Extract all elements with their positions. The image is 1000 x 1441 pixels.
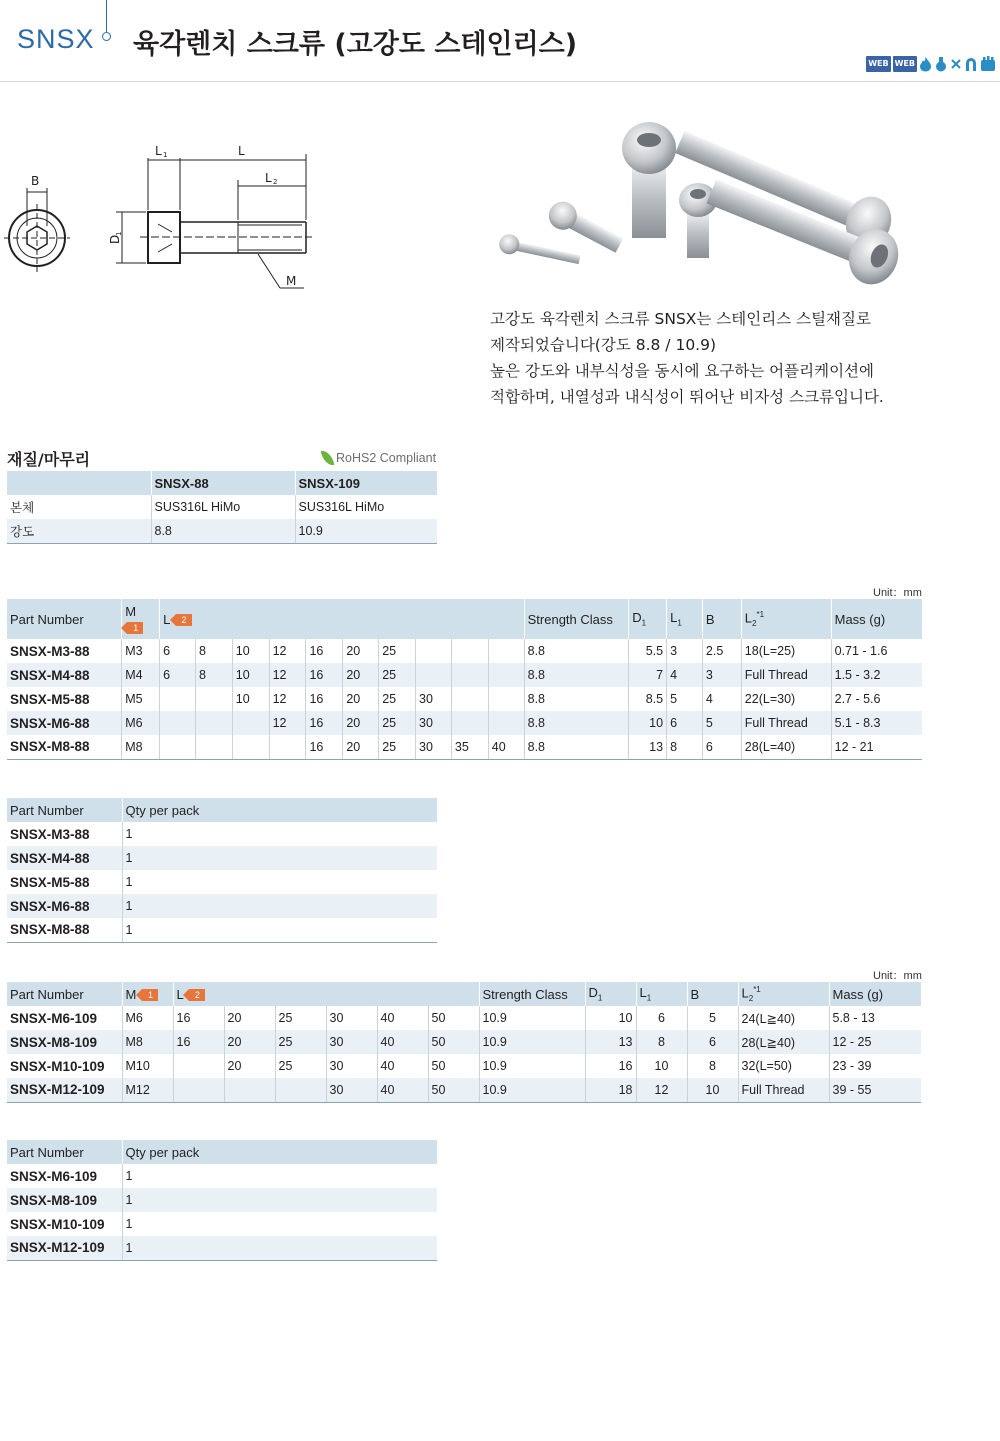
strength-cell: 10.9 [479,1054,585,1078]
cross-icon [950,58,962,70]
header-strength: Strength Class [479,982,585,1006]
length-cell [160,711,196,735]
length-cell [195,735,232,759]
mass-cell: 23 - 39 [829,1054,921,1078]
l1-cell: 3 [667,639,703,663]
length-cell [173,1078,224,1102]
length-cell: 40 [377,1030,428,1054]
length-cell [451,687,488,711]
length-cell: 25 [379,687,416,711]
part-number-cell: SNSX-M10-109 [10,1058,105,1074]
header-strength: Strength Class [524,599,629,639]
length-cell: 20 [343,663,379,687]
mass-cell: 5.8 - 13 [829,1006,921,1030]
label-d1: D [108,234,122,244]
length-cell: 20 [224,1006,275,1030]
label-d1-sub: 1 [115,231,123,236]
material-row-label: 본체 [10,501,35,515]
m-cell: M6 [122,711,160,735]
mass-cell: 39 - 55 [829,1078,921,1102]
length-cell: 20 [343,639,379,663]
header-qty: Qty per pack [122,798,437,822]
length-cell [173,1054,224,1078]
strength-cell: 10.9 [479,1006,585,1030]
l1-cell: 6 [667,711,703,735]
length-cell [488,687,524,711]
length-cell: 16 [306,687,343,711]
spec-table-88 [7,599,922,760]
header-part-number: Part Number [7,982,122,1006]
non-magnetic-icon [964,56,978,72]
l2-cell: 28(L≧40) [738,1030,829,1054]
length-cell: 12 [269,711,306,735]
qty-cell: 1 [122,870,437,894]
length-cell [269,735,306,759]
strength-cell: 8.8 [524,711,629,735]
header-l2: $L_2^{*1}$ [741,599,831,639]
d1-cell: 8.5 [629,687,667,711]
label-l1: L [155,144,162,158]
length-cell: 30 [326,1054,377,1078]
header-m [122,599,160,639]
strength-cell: 10.9 [479,1030,585,1054]
l2-cell: Full Thread [741,663,831,687]
d1-cell: 13 [585,1030,636,1054]
header-part-number: Part Number [7,798,122,822]
length-cell [451,639,488,663]
length-cell: 10 [232,663,269,687]
b-cell: 5 [687,1006,738,1030]
d1-cell: 18 [585,1078,636,1102]
length-cell [488,639,524,663]
length-cell: 20 [224,1030,275,1054]
table-row [7,1164,437,1188]
l2-cell: 18(L=25) [741,639,831,663]
tag-2: 2 [189,989,205,1001]
qty-cell: 1 [122,894,437,918]
feature-icons [866,56,996,72]
product-photo [490,110,930,300]
technical-drawing [0,140,320,300]
length-cell: 16 [306,735,343,759]
table-row [7,870,437,894]
length-cell: 12 [269,639,306,663]
m-cell: M8 [122,735,160,759]
description-line: 적합하며, 내열성과 내식성이 뛰어난 비자성 스크류입니다. [490,388,884,406]
length-cell [224,1078,275,1102]
table-row [7,687,922,711]
header-part-number: Part Number [7,1140,122,1164]
rohs-badge [322,450,436,466]
length-cell: 30 [416,735,452,759]
b-cell: 3 [702,663,741,687]
header-l1: $L_1$ [636,982,687,1006]
length-cell: 50 [428,1030,479,1054]
d1-cell: 10 [629,711,667,735]
l1-cell: 8 [636,1030,687,1054]
length-cell: 20 [343,711,379,735]
l1-cell: 10 [636,1054,687,1078]
length-cell: 20 [224,1054,275,1078]
m-cell: M6 [122,1006,173,1030]
web-badge-1: WEB [866,56,890,72]
table-row [7,735,922,759]
l2-cell: 24(L≧40) [738,1006,829,1030]
label-l1-sub: 1 [163,151,168,159]
part-number-cell: SNSX-M6-88 [7,894,122,918]
m-cell: M8 [122,1030,173,1054]
length-cell: 30 [326,1078,377,1102]
mass-cell: 2.7 - 5.6 [831,687,922,711]
length-cell: 30 [326,1030,377,1054]
l1-cell: 12 [636,1078,687,1102]
length-cell: 6 [160,639,196,663]
d1-cell: 5.5 [629,639,667,663]
part-number-cell: SNSX-M6-109 [10,1168,98,1184]
spec-table-109 [7,982,921,1103]
label-l: L [238,144,245,158]
material-header-blank [7,471,151,495]
header-d1: $D_1$ [585,982,636,1006]
length-cell: 12 [269,687,306,711]
part-number-cell: SNSX-M12-109 [7,1236,122,1260]
part-number-cell: SNSX-M6-88 [7,711,122,735]
length-cell: 25 [275,1006,326,1030]
header-mass: Mass (g) [831,599,922,639]
leaf-icon [321,449,335,467]
heat-resistance-icon [919,56,932,72]
qty-cell: 1 [122,846,437,870]
length-cell: 16 [173,1030,224,1054]
chemical-resistance-icon [934,56,948,72]
length-cell: 25 [275,1030,326,1054]
table-row [7,1212,437,1236]
table-row [7,639,922,663]
d1-cell: 7 [629,663,667,687]
length-cell: 25 [379,639,416,663]
header-b: B [702,599,741,639]
part-number-cell: SNSX-M3-88 [10,826,90,842]
strength-cell: 8.8 [524,663,629,687]
table-row [7,846,437,870]
length-cell: 25 [379,663,416,687]
part-number-cell: SNSX-M8-88 [7,735,122,759]
tag-1: 1 [127,622,143,634]
part-number-cell: SNSX-M12-109 [7,1078,122,1102]
b-cell: 5 [702,711,741,735]
material-cell: 10.9 [295,519,437,543]
header-mass: Mass (g) [829,982,921,1006]
label-l2: L [265,171,272,185]
length-cell [232,711,269,735]
description-line: 고강도 육각렌치 스크류 SNSX는 스테인리스 스틸재질로 [490,310,871,328]
length-cell: 25 [379,735,416,759]
qty-cell: 1 [122,1164,437,1188]
part-number-cell: SNSX-M8-109 [7,1188,122,1212]
mass-cell: 12 - 21 [831,735,922,759]
length-cell: 6 [160,663,196,687]
length-cell [416,639,452,663]
length-cell: 30 [416,687,452,711]
table-row [7,1030,921,1054]
header-l [160,599,524,639]
material-title: 재질/마무리 [7,450,91,469]
length-cell: 8 [195,639,232,663]
part-number-cell: SNSX-M6-109 [10,1010,98,1026]
page-title: 육각렌치 스크류 (고강도 스테인리스) [133,29,578,60]
header-l-label: L [163,611,170,627]
length-cell: 50 [428,1054,479,1078]
length-cell [275,1078,326,1102]
qty-cell: 1 [122,822,437,846]
l2-cell: 22(L=30) [741,687,831,711]
header-m: M 1 [122,982,173,1006]
m-cell: M4 [122,663,160,687]
table-row [7,1054,921,1078]
qty-cell: 1 [122,1188,437,1212]
length-cell: 40 [377,1078,428,1102]
part-number-cell: SNSX-M5-88 [10,874,90,890]
header-l2: $L_2^{*1}$ [738,982,829,1006]
unit-label: Unit：mm [873,587,922,599]
strength-cell: 8.8 [524,735,629,759]
length-cell: 10 [232,687,269,711]
length-cell [195,711,232,735]
cleanroom-icon [980,56,996,72]
b-cell: 6 [702,735,741,759]
material-row-label: 강도 [7,519,151,543]
product-description [490,306,884,410]
table-row [7,1078,921,1102]
strength-cell: 8.8 [524,687,629,711]
part-number-cell: SNSX-M3-88 [10,643,90,659]
mass-cell: 0.71 - 1.6 [831,639,922,663]
length-cell [160,687,196,711]
part-number-cell: SNSX-M4-88 [7,846,122,870]
header-m-label: M [125,604,137,619]
tag-2: 2 [176,614,192,626]
length-cell: 16 [306,639,343,663]
b-cell: 8 [687,1054,738,1078]
header-l: L 2 [173,982,479,1006]
length-cell: 12 [269,663,306,687]
length-cell: 20 [343,687,379,711]
unit-label: Unit：mm [873,970,922,982]
label-m: M [286,274,297,288]
header-b: B [687,982,738,1006]
pack-table-109 [7,1140,437,1261]
part-number-cell: SNSX-M10-109 [10,1216,105,1232]
length-cell: 30 [326,1006,377,1030]
length-cell: 10 [232,639,269,663]
length-cell [451,663,488,687]
pack-table-88 [7,798,437,943]
length-cell: 40 [377,1054,428,1078]
length-cell: 35 [451,735,488,759]
part-number-cell: SNSX-M8-88 [7,918,122,942]
b-cell: 2.5 [702,639,741,663]
m-cell: M10 [122,1054,173,1078]
length-cell [488,663,524,687]
material-cell: 8.8 [151,519,295,543]
table-row [7,711,922,735]
header-dot [102,32,111,41]
d1-cell: 10 [585,1006,636,1030]
description-line: 높은 강도와 내부식성을 동시에 요구하는 어플리케이션에 [490,362,874,380]
m-cell: M12 [122,1078,173,1102]
label-b: B [31,174,40,188]
material-table [7,471,437,544]
rohs-text: RoHS2 Compliant [336,451,437,465]
header-divider [106,0,107,32]
header-l1: $L_1$ [667,599,703,639]
length-cell: 40 [488,735,524,759]
l2-cell: 28(L=40) [741,735,831,759]
mass-cell: 12 - 25 [829,1030,921,1054]
length-cell: 25 [379,711,416,735]
header-part-number: Part Number [7,599,122,639]
web-badge-2: WEB [893,56,917,72]
l1-cell: 5 [667,687,703,711]
length-cell: 30 [416,711,452,735]
table-row [7,663,922,687]
header-d1: $D_1$ [629,599,667,639]
qty-cell: 1 [122,1212,437,1236]
header-qty: Qty per pack [122,1140,437,1164]
material-cell: SUS316L HiMo [151,495,295,519]
part-number-cell: SNSX-M5-88 [10,691,90,707]
l1-cell: 8 [667,735,703,759]
strength-cell: 8.8 [524,639,629,663]
part-number-cell: SNSX-M8-109 [7,1030,122,1054]
qty-cell: 1 [122,918,437,942]
l1-cell: 6 [636,1006,687,1030]
part-number-cell: SNSX-M4-88 [7,663,122,687]
material-cell: SUS316L HiMo [295,495,437,519]
mass-cell: 1.5 - 3.2 [831,663,922,687]
label-l2-sub: 2 [273,178,278,186]
length-cell: 50 [428,1078,479,1102]
table-row [7,894,437,918]
length-cell: 40 [377,1006,428,1030]
length-cell [451,711,488,735]
b-cell: 4 [702,687,741,711]
length-cell [232,735,269,759]
qty-cell: 1 [122,1236,437,1260]
length-cell [160,735,196,759]
length-cell: 8 [195,663,232,687]
length-cell: 16 [306,663,343,687]
d1-cell: 13 [629,735,667,759]
mass-cell: 5.1 - 8.3 [831,711,922,735]
d1-cell: 16 [585,1054,636,1078]
table-row [7,918,437,942]
length-cell [195,687,232,711]
l1-cell: 4 [667,663,703,687]
length-cell: 16 [306,711,343,735]
description-line: 제작되었습니다(강도 8.8 / 10.9) [490,336,717,354]
length-cell [416,663,452,687]
b-cell: 10 [687,1078,738,1102]
material-header-109: SNSX-109 [295,471,437,495]
material-header-88: SNSX-88 [151,471,295,495]
m-cell: M5 [122,687,160,711]
table-row [7,1236,437,1260]
length-cell: 16 [173,1006,224,1030]
header-underline [0,81,1000,82]
m-cell: M3 [122,639,160,663]
length-cell: 25 [275,1054,326,1078]
l2-cell: Full Thread [738,1078,829,1102]
table-row [7,1006,921,1030]
strength-cell: 10.9 [479,1078,585,1102]
length-cell [488,711,524,735]
b-cell: 6 [687,1030,738,1054]
product-code: SNSX [17,24,95,54]
length-cell: 20 [343,735,379,759]
l2-cell: Full Thread [741,711,831,735]
table-row [7,1188,437,1212]
table-row [7,822,437,846]
l2-cell: 32(L=50) [738,1054,829,1078]
length-cell: 50 [428,1006,479,1030]
tag-1: 1 [142,989,158,1001]
